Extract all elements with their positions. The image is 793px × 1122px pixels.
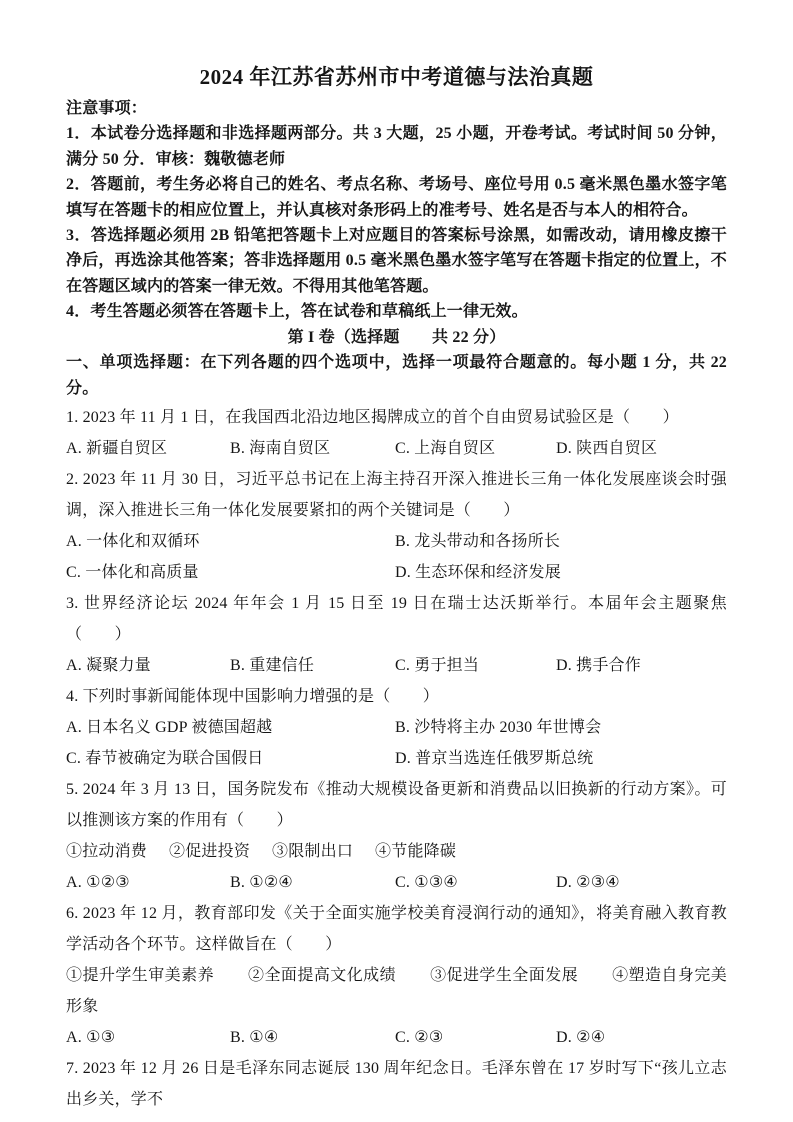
question-3-option-c: C. 勇于担当 (395, 656, 480, 674)
question-4-stem: 4. 下列时事新闻能体现中国影响力增强的是（ ） (66, 687, 440, 705)
question-6-item-4: ④塑造自身完美形象 (66, 966, 727, 1015)
question-5-option-c: C. ①③④ (395, 873, 458, 891)
notice-heading: 注意事项： (66, 100, 148, 117)
question-4 (66, 681, 727, 774)
question-1-option-c: C. 上海自贸区 (395, 439, 496, 457)
question-7 (66, 1053, 727, 1115)
question-6-stem: 6. 2023 年 12 月，教育部印发《关于全面实施学校美育浸润行动的通知》，将美育融入教育教学活动各个环节。这样做旨在（ ） (66, 904, 727, 953)
question-4-option-c: C. 春节被确定为联合国假日 (66, 749, 264, 767)
notice-item-3: 3．答选择题必须用 2B 铅笔把答题卡上对应题目的答案标号涂黑，如需改动，请用橡皮擦干净后，再选涂其他答案；答非选择题用 0.5 毫米黑色墨水签字笔写在答题卡指定的位置上，不在答题区域内的答案一律无效。不得用其他笔答题。 (66, 227, 727, 295)
question-6-item-2: ②全面提高文化成绩 (248, 966, 397, 984)
question-5-items (66, 836, 727, 867)
question-6 (66, 898, 727, 1053)
question-1-option-a: A. 新疆自贸区 (66, 439, 168, 457)
question-3-option-d: D. 携手合作 (556, 656, 641, 674)
question-6-option-d: D. ②④ (556, 1028, 606, 1046)
question-5-item-3: ③限制出口 (272, 842, 354, 860)
notice-item-2: 2．答题前，考生务必将自己的姓名、考点名称、考场号、座位号用 0.5 毫米黑色墨水签字笔填写在答题卡的相应位置上，并认真核对条形码上的准考号、姓名是否与本人的相符合。 (66, 176, 727, 219)
question-2-stem: 2. 2023 年 11 月 30 日，习近平总书记在上海主持召开深入推进长三角一体化发展座谈会时强调，深入推进长三角一体化发展要紧扣的两个关键词是（ ） (66, 470, 727, 519)
question-4-option-b: B. 沙特将主办 2030 年世博会 (395, 718, 602, 736)
question-1-option-d: D. 陕西自贸区 (556, 439, 658, 457)
question-6-option-a: A. ①③ (66, 1028, 116, 1046)
question-1-options (66, 433, 727, 464)
question-3-stem: 3. 世界经济论坛 2024 年年会 1 月 15 日至 19 日在瑞士达沃斯举行。本届年会主题聚焦（ ） (66, 594, 727, 643)
question-5-item-1: ①拉动消费 (66, 842, 148, 860)
question-4-option-d: D. 普京当选连任俄罗斯总统 (395, 749, 594, 767)
question-6-option-c: C. ②③ (395, 1028, 444, 1046)
question-5-item-4: ④节能降碳 (375, 842, 457, 860)
question-1-stem: 1. 2023 年 11 月 1 日，在我国西北沿边地区揭牌成立的首个自由贸易试验区是（ ） (66, 408, 679, 426)
question-3-option-b: B. 重建信任 (230, 656, 315, 674)
question-2-option-b: B. 龙头带动和各扬所长 (395, 532, 561, 550)
question-6-items (66, 960, 727, 1022)
question-3-options (66, 650, 727, 681)
question-5 (66, 774, 727, 898)
volume-heading: 第 I 卷（选择题 共 22 分） (287, 328, 506, 346)
questions-section (66, 402, 727, 1115)
notice-item-1: 1．本试卷分选择题和非选择题两部分。共 3 大题，25 小题，开卷考试。考试时间 50 分钟，满分 50 分．审核：魏敬德老师 (66, 125, 727, 168)
question-6-item-3: ③促进学生全面发展 (430, 966, 579, 984)
question-6-option-b: B. ①④ (230, 1028, 279, 1046)
question-5-stem: 5. 2024 年 3 月 13 日，国务院发布《推动大规模设备更新和消费品以旧换新的行动方案》。可以推测该方案的作用有（ ） (66, 780, 727, 829)
question-7-stem: 7. 2023 年 12 月 26 日是毛泽东同志诞辰 130 周年纪念日。毛泽东曾在 17 岁时写下“孩儿立志出乡关，学不 (66, 1059, 727, 1108)
question-5-item-2: ②促进投资 (169, 842, 251, 860)
question-5-options (66, 867, 727, 898)
page-title: 2024 年江苏省苏州市中考道德与法治真题 (199, 65, 594, 89)
question-5-option-a: A. ①②③ (66, 873, 130, 891)
question-5-option-d: D. ②③④ (556, 873, 620, 891)
question-2-options (66, 526, 727, 588)
question-4-option-a: A. 日本名义 GDP 被德国超越 (66, 718, 273, 736)
question-1 (66, 402, 727, 464)
question-2-option-d: D. 生态环保和经济发展 (395, 563, 561, 581)
question-6-options (66, 1022, 727, 1053)
notice-item-4: 4．考生答题必须答在答题卡上，答在试卷和草稿纸上一律无效。 (66, 303, 528, 321)
question-4-options (66, 712, 727, 774)
question-5-option-b: B. ①②④ (230, 873, 293, 891)
question-1-option-b: B. 海南自贸区 (230, 439, 331, 457)
question-2 (66, 464, 727, 588)
question-2-option-a: A. 一体化和双循环 (66, 532, 200, 550)
notice-section (66, 96, 727, 325)
question-3 (66, 588, 727, 681)
question-2-option-c: C. 一体化和高质量 (66, 563, 199, 581)
question-6-item-1: ①提升学生审美素养 (66, 966, 215, 984)
question-3-option-a: A. 凝聚力量 (66, 656, 151, 674)
section-intro: 一、单项选择题：在下列各题的四个选项中，选择一项最符合题意的。每小题 1 分，共 22 分。 (66, 354, 727, 397)
